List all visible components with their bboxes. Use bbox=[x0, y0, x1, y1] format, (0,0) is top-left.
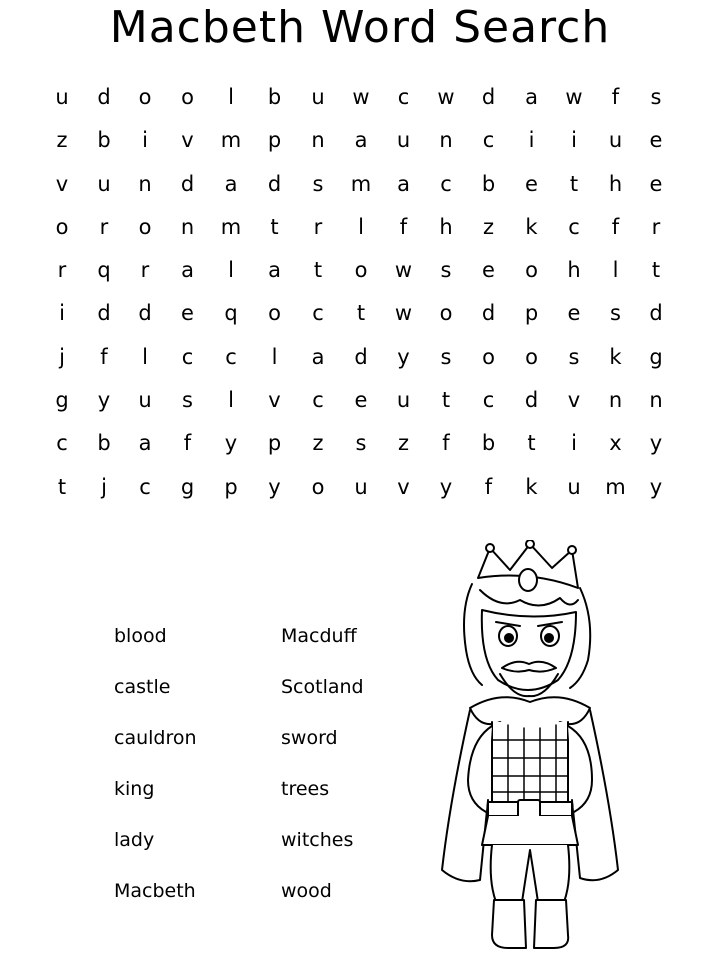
grid-letter: d bbox=[267, 171, 282, 196]
grid-letter: d bbox=[97, 85, 111, 109]
grid-letter: b bbox=[267, 85, 282, 109]
grid-letter: y bbox=[224, 431, 238, 456]
grid-letter: s bbox=[182, 388, 193, 413]
grid-letter: a bbox=[311, 344, 325, 369]
grid-letter: s bbox=[650, 85, 662, 109]
grid-letter: c bbox=[482, 128, 495, 153]
grid-letter: d bbox=[97, 301, 111, 326]
grid-letter: y bbox=[649, 474, 663, 499]
grid-letter: l bbox=[228, 258, 234, 283]
grid-letter: i bbox=[528, 128, 535, 153]
grid-letter: b bbox=[97, 431, 111, 456]
grid-letter: g bbox=[649, 344, 663, 369]
grid-letter: l bbox=[612, 258, 619, 283]
grid-letter: f bbox=[442, 431, 450, 456]
grid-letter: b bbox=[97, 128, 111, 153]
grid-letter: q bbox=[224, 301, 238, 326]
grid-letter: j bbox=[101, 474, 107, 499]
grid-letter: t bbox=[569, 171, 579, 196]
grid-letter: d bbox=[481, 301, 496, 326]
grid-letter: v bbox=[55, 171, 69, 196]
grid-letter: h bbox=[567, 258, 581, 283]
grid-letter: f bbox=[183, 431, 192, 456]
word-list-item: Macbeth bbox=[114, 880, 196, 902]
grid-letter: l bbox=[271, 344, 278, 369]
grid-letter: b bbox=[481, 171, 496, 196]
grid-letter: a bbox=[181, 258, 194, 283]
grid-letter: t bbox=[527, 431, 536, 456]
grid-letter: u bbox=[311, 85, 325, 109]
grid-letter: s bbox=[355, 431, 367, 456]
grid-letter: u bbox=[55, 85, 69, 109]
grid-letter: o bbox=[311, 474, 325, 499]
king-illustration bbox=[430, 540, 630, 955]
grid-letter: s bbox=[610, 301, 621, 326]
grid-letter: c bbox=[440, 171, 452, 196]
grid-letter: o bbox=[439, 301, 453, 326]
grid-letter: i bbox=[142, 128, 148, 153]
grid-letter: u bbox=[138, 388, 152, 413]
grid-letter: t bbox=[356, 301, 366, 326]
grid-letter: d bbox=[649, 301, 663, 326]
grid-letter: t bbox=[57, 474, 67, 499]
grid-letter: d bbox=[481, 85, 496, 109]
grid-letter: n bbox=[311, 128, 325, 153]
grid-letter: z bbox=[312, 431, 324, 456]
word-list-item: trees bbox=[281, 778, 330, 800]
grid-letter: s bbox=[440, 344, 452, 369]
word-list-right bbox=[281, 611, 364, 917]
grid-letter: d bbox=[524, 388, 539, 413]
grid-letter: u bbox=[608, 128, 623, 153]
grid-letter: y bbox=[649, 431, 663, 456]
grid-letter: t bbox=[441, 388, 451, 413]
grid-letter: a bbox=[138, 431, 152, 456]
grid-letter: h bbox=[439, 214, 453, 239]
grid-letter: m bbox=[220, 128, 242, 153]
grid-letter: l bbox=[228, 388, 234, 413]
word-list-item: witches bbox=[281, 829, 354, 851]
word-list-item: king bbox=[114, 778, 155, 800]
grid-letter: a bbox=[354, 128, 368, 153]
grid-letter: z bbox=[397, 431, 410, 456]
grid-letter: w bbox=[352, 85, 370, 109]
grid-letter: e bbox=[181, 301, 194, 326]
grid-letter: f bbox=[484, 474, 493, 499]
grid-letter: c bbox=[482, 388, 495, 413]
grid-letter: c bbox=[312, 301, 324, 326]
grid-letter: f bbox=[399, 214, 408, 239]
grid-letter: a bbox=[397, 171, 410, 196]
word-list-item: castle bbox=[114, 676, 171, 698]
grid-letter: b bbox=[481, 431, 496, 456]
grid-letter: o bbox=[354, 258, 368, 283]
grid-letter: n bbox=[138, 171, 152, 196]
grid-letter: u bbox=[396, 128, 411, 153]
grid-letter: s bbox=[568, 344, 580, 369]
grid-letter: x bbox=[609, 431, 622, 456]
grid-letter: o bbox=[181, 85, 194, 109]
grid-letter: o bbox=[268, 301, 281, 326]
word-list-item: sword bbox=[281, 727, 338, 749]
grid-letter: h bbox=[608, 171, 623, 196]
word-list-item: lady bbox=[114, 829, 155, 851]
grid-letter: y bbox=[97, 388, 111, 413]
word-list-item: wood bbox=[281, 880, 332, 902]
grid-letter: k bbox=[525, 474, 538, 499]
grid-letter: s bbox=[440, 258, 452, 283]
grid-letter: t bbox=[270, 214, 279, 239]
grid-letter: k bbox=[525, 214, 538, 239]
grid-letter: c bbox=[139, 474, 151, 499]
grid-letter: e bbox=[482, 258, 495, 283]
grid-letter: l bbox=[142, 344, 148, 369]
grid-letter: w bbox=[394, 258, 413, 283]
grid-letter: p bbox=[267, 431, 282, 456]
grid-letter: q bbox=[97, 258, 111, 283]
grid-letter: o bbox=[482, 344, 495, 369]
grid-letter: s bbox=[312, 171, 324, 196]
grid-letter: o bbox=[525, 344, 538, 369]
grid-letter: n bbox=[608, 388, 623, 413]
grid-letter: m bbox=[605, 474, 626, 499]
grid-letter: g bbox=[55, 388, 69, 413]
grid-letter: n bbox=[439, 128, 453, 153]
grid-letter: y bbox=[397, 344, 410, 369]
legs bbox=[491, 845, 570, 902]
letter-grid bbox=[40, 76, 680, 509]
grid-letter: t bbox=[651, 258, 661, 283]
grid-letter: e bbox=[525, 171, 538, 196]
grid-letter: d bbox=[138, 301, 152, 326]
grid-letter: y bbox=[268, 474, 281, 499]
grid-letter: u bbox=[396, 388, 411, 413]
grid-letter: z bbox=[56, 128, 68, 153]
grid-letter: i bbox=[571, 431, 577, 456]
grid-letter: a bbox=[525, 85, 538, 109]
grid-letter: m bbox=[220, 214, 242, 239]
grid-letter: v bbox=[397, 474, 410, 499]
grid-letter: v bbox=[567, 388, 581, 413]
grid-letter: p bbox=[524, 301, 539, 326]
grid-letter: e bbox=[649, 171, 663, 196]
grid-letter: g bbox=[180, 474, 195, 499]
grid-letter: d bbox=[180, 171, 195, 196]
grid-letter: n bbox=[649, 388, 663, 413]
grid-letter: f bbox=[100, 344, 108, 369]
grid-letter: w bbox=[565, 85, 583, 109]
grid-letter: w bbox=[437, 85, 455, 109]
grid-letter: e bbox=[354, 388, 368, 413]
grid-letter: f bbox=[611, 214, 620, 239]
beard bbox=[502, 662, 556, 672]
grid-letter: o bbox=[525, 258, 538, 283]
grid-letter: u bbox=[354, 474, 368, 499]
grid-letter: d bbox=[354, 344, 368, 369]
grid-letter: c bbox=[397, 85, 410, 109]
grid-letter: k bbox=[609, 344, 622, 369]
grid-letter: w bbox=[394, 301, 413, 326]
grid-letter: v bbox=[268, 388, 281, 413]
grid-letter: m bbox=[350, 171, 372, 196]
grid-letter: r bbox=[313, 214, 323, 239]
word-list-left bbox=[114, 611, 197, 917]
grid-letter: c bbox=[312, 388, 324, 413]
page-title: Macbeth Word Search bbox=[109, 2, 611, 53]
grid-letter: c bbox=[225, 344, 237, 369]
word-list-item: cauldron bbox=[114, 727, 197, 749]
word-list-item: blood bbox=[114, 625, 167, 647]
grid-letter: o bbox=[138, 214, 152, 239]
grid-letter: e bbox=[649, 128, 663, 153]
grid-letter: u bbox=[97, 171, 111, 196]
grid-letter: r bbox=[140, 258, 150, 283]
grid-letter: j bbox=[59, 344, 65, 369]
grid-letter: u bbox=[567, 474, 581, 499]
grid-letter: i bbox=[59, 301, 65, 326]
grid-letter: o bbox=[138, 85, 152, 109]
grid-letter: p bbox=[267, 128, 282, 153]
grid-letter: l bbox=[358, 214, 364, 239]
grid-letter: r bbox=[99, 214, 109, 239]
word-list-item: Macduff bbox=[281, 625, 357, 647]
boot-left bbox=[492, 900, 526, 948]
grid-letter: o bbox=[55, 214, 69, 239]
grid-letter: l bbox=[228, 85, 234, 109]
grid-letter: e bbox=[567, 301, 581, 326]
boot-right bbox=[534, 900, 568, 948]
grid-letter: f bbox=[611, 85, 620, 109]
grid-letter: y bbox=[439, 474, 453, 499]
grid-letter: v bbox=[181, 128, 194, 153]
grid-letter: n bbox=[180, 214, 195, 239]
grid-letter: a bbox=[224, 171, 238, 196]
grid-letter: c bbox=[181, 344, 194, 369]
grid-letter: p bbox=[224, 474, 238, 499]
grid-letter: c bbox=[56, 431, 68, 456]
grid-letter: z bbox=[482, 214, 495, 239]
word-list-item: Scotland bbox=[281, 676, 364, 698]
grid-letter: i bbox=[571, 128, 577, 153]
grid-letter: r bbox=[651, 214, 661, 239]
grid-letter: c bbox=[568, 214, 580, 239]
grid-letter: r bbox=[57, 258, 67, 283]
grid-letter: t bbox=[313, 258, 323, 283]
grid-letter: a bbox=[268, 258, 281, 283]
